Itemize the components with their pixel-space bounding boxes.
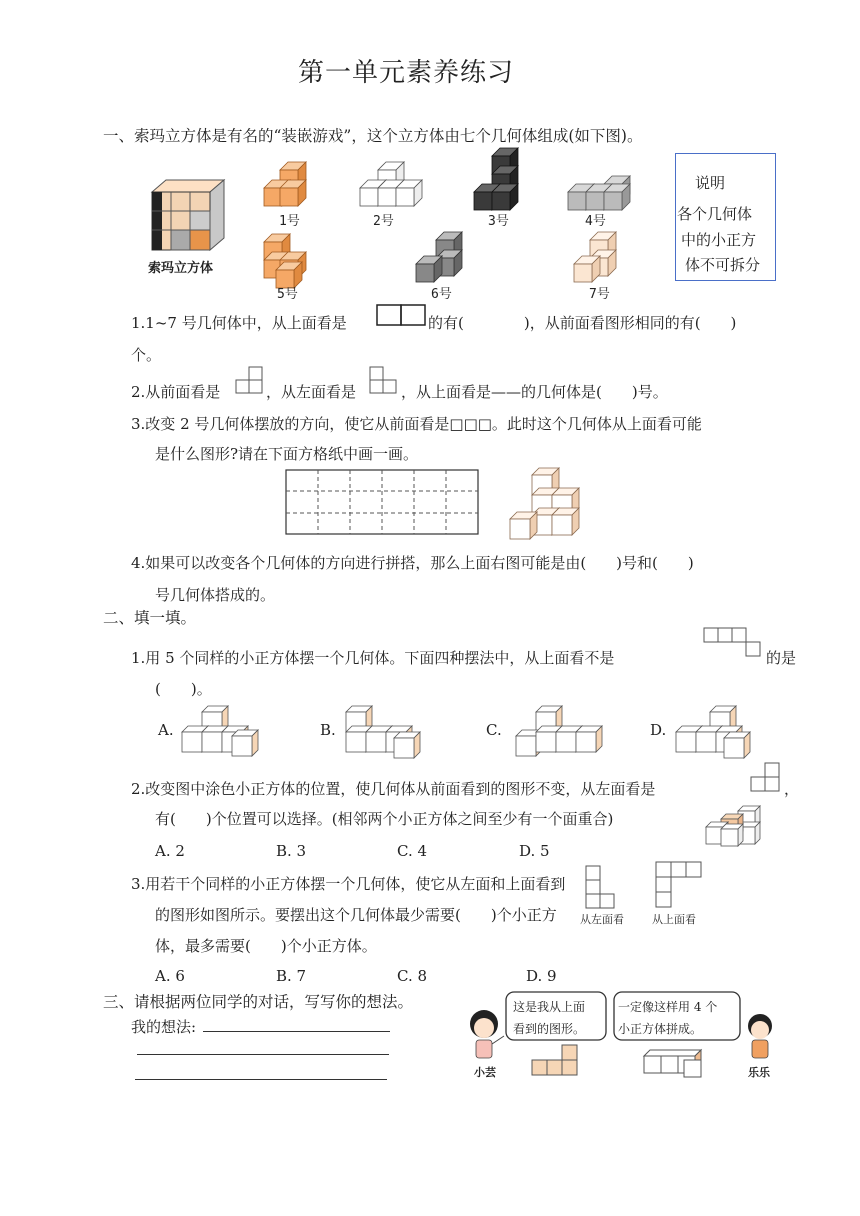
s2-q1-option-b[interactable]: B. [320, 721, 336, 739]
section3-heading: 三、请根据两位同学的对话，写写你的想法。 [103, 993, 414, 1011]
soma-caption: 索玛立方体 [148, 261, 214, 276]
option-a-figure [182, 706, 258, 756]
note-title: 说明 [695, 174, 726, 192]
s2-q1-text-b: 的是 [766, 649, 797, 667]
s2-q2-text-b: 有( )个位置可以选择。(相邻两个小正方体之间至少有一个面重合) [155, 810, 614, 828]
top-view-label: 从上面看 [652, 913, 696, 926]
answer-line-2[interactable] [137, 1054, 389, 1055]
name-left: 小芸 [474, 1066, 496, 1079]
bubble-right-line-1: 一定像这样用 4 个 [618, 1000, 718, 1014]
s1-q3-text-b: 是什么图形?请在下面方格纸中画一画。 [155, 445, 419, 463]
piece-6-icon [416, 232, 462, 282]
option-c-figure [516, 706, 602, 756]
s2-q3-text-c: 体，最多需要( )个小正方体。 [155, 937, 377, 955]
left-view-icon [369, 366, 401, 396]
front-view-icon [235, 366, 265, 396]
note-line-2: 中的小正方 [681, 231, 757, 249]
s2-q1-text-c: ( )。 [155, 680, 212, 698]
s1-q2-text-a: 2.从前面看是 [131, 383, 221, 401]
drawing-grid[interactable] [285, 469, 481, 537]
s2-q2-text-a: 2.改变图中涂色小正方体的位置，使几何体从前面看到的图形不变，从左面看是 [131, 780, 656, 798]
piece-label-2: 2号 [373, 214, 394, 229]
section1-heading: 一、索玛立方体是有名的“装嵌游戏”，这个立方体由七个几何体组成(如下图)。 [103, 127, 643, 145]
two-squares-icon [376, 304, 426, 326]
s1-q3-text-a: 3.改变 2 号几何体摆放的方向，使它从前面看是□□□。此时这个几何体从上面看可能 [131, 415, 702, 433]
s2-q3-option-d[interactable]: D. 9 [526, 967, 557, 985]
s2-q3-option-c[interactable]: C. 8 [397, 967, 428, 985]
s1-q2-text-b: ，从左面看是 [266, 383, 357, 401]
page-title: 第一单元素养练习 [298, 58, 515, 88]
bubble-left-line-2: 看到的图形。 [513, 1022, 586, 1036]
piece-5-icon [264, 234, 306, 288]
top-view-shape-icon [703, 627, 765, 659]
s2-q1-option-d[interactable]: D. [650, 721, 667, 739]
s1-q4-text-a: 4.如果可以改变各个几何体的方向进行拼搭，那么上面右图可能是由( )号和( ) [131, 554, 694, 572]
s2-q2-option-a[interactable]: A. 2 [155, 842, 185, 860]
s1-q4-text-b: 号几何体搭成的。 [155, 586, 276, 604]
s2-q1-option-c[interactable]: C. [486, 721, 502, 739]
girl-icon [470, 1010, 504, 1058]
s1-q1-text-b: 的有( )，从前面看图形相同的有( ) [428, 314, 737, 332]
piece-label-4: 4号 [585, 214, 606, 229]
s1-q1-text-a: 1.1~7 号几何体中，从上面看是 [131, 314, 347, 332]
answer-line-3[interactable] [135, 1079, 387, 1080]
piece-label-6: 6号 [431, 287, 452, 302]
s2-q2-option-b[interactable]: B. 3 [276, 842, 307, 860]
section2-heading: 二、填一填。 [103, 609, 197, 627]
left-view-label: 从左面看 [580, 913, 624, 926]
bubble-left-line-1: 这是我从上面 [513, 1000, 586, 1014]
s2-q3-text-a: 3.用若干个同样的小正方体摆一个几何体，使它从左面和上面看到 [131, 875, 566, 893]
my-thoughts-label: 我的想法: [131, 1018, 197, 1036]
piece-label-7: 7号 [589, 287, 610, 302]
s1-q2-text-c: ，从上面看是——的几何体是( )号。 [401, 383, 668, 401]
piece-2-icon [360, 162, 422, 206]
option-figures [148, 700, 768, 760]
s2-q2-option-d[interactable]: D. 5 [519, 842, 550, 860]
bubble-right-line-2: 小正方体拼成。 [618, 1022, 703, 1036]
boy-icon [748, 1014, 772, 1058]
left-view-icon-2 [750, 762, 784, 794]
soma-cube-icon [152, 180, 224, 250]
note-line-3: 体不可拆分 [685, 256, 761, 274]
answer-line-1[interactable] [203, 1031, 390, 1032]
soma-cube-figure [148, 148, 708, 298]
piece-3-icon [474, 148, 518, 210]
shaded-cube-figure [704, 804, 764, 848]
piece-label-5: 5号 [277, 287, 298, 302]
s2-q2-comma: ， [784, 780, 800, 798]
s2-q2-option-c[interactable]: C. 4 [397, 842, 428, 860]
s1-q1-text-c: 个。 [131, 346, 162, 364]
s2-q3-text-b: 的图形如图所示。要摆出这个几何体最少需要( )个小正方 [155, 906, 557, 924]
s2-q1-option-a[interactable]: A. [158, 721, 174, 739]
s2-q1-text-a: 1.用 5 个同样的小正方体摆一个几何体。下面四种摆法中，从上面看不是 [131, 649, 615, 667]
piece-label-3: 3号 [488, 214, 509, 229]
s2-q3-option-a[interactable]: A. 6 [155, 967, 185, 985]
s2-q3-option-b[interactable]: B. 7 [276, 967, 307, 985]
option-b-figure [346, 706, 420, 758]
name-right: 乐乐 [748, 1066, 770, 1079]
piece-1-icon [264, 162, 306, 206]
piece-7-icon [574, 232, 616, 282]
view-figures [582, 858, 712, 918]
piece-label-1: 1号 [279, 214, 300, 229]
note-line-1: 各个几何体 [677, 205, 753, 223]
piece-4-icon [568, 176, 630, 210]
stack-figure-icon [508, 462, 588, 542]
option-d-figure [676, 706, 750, 758]
